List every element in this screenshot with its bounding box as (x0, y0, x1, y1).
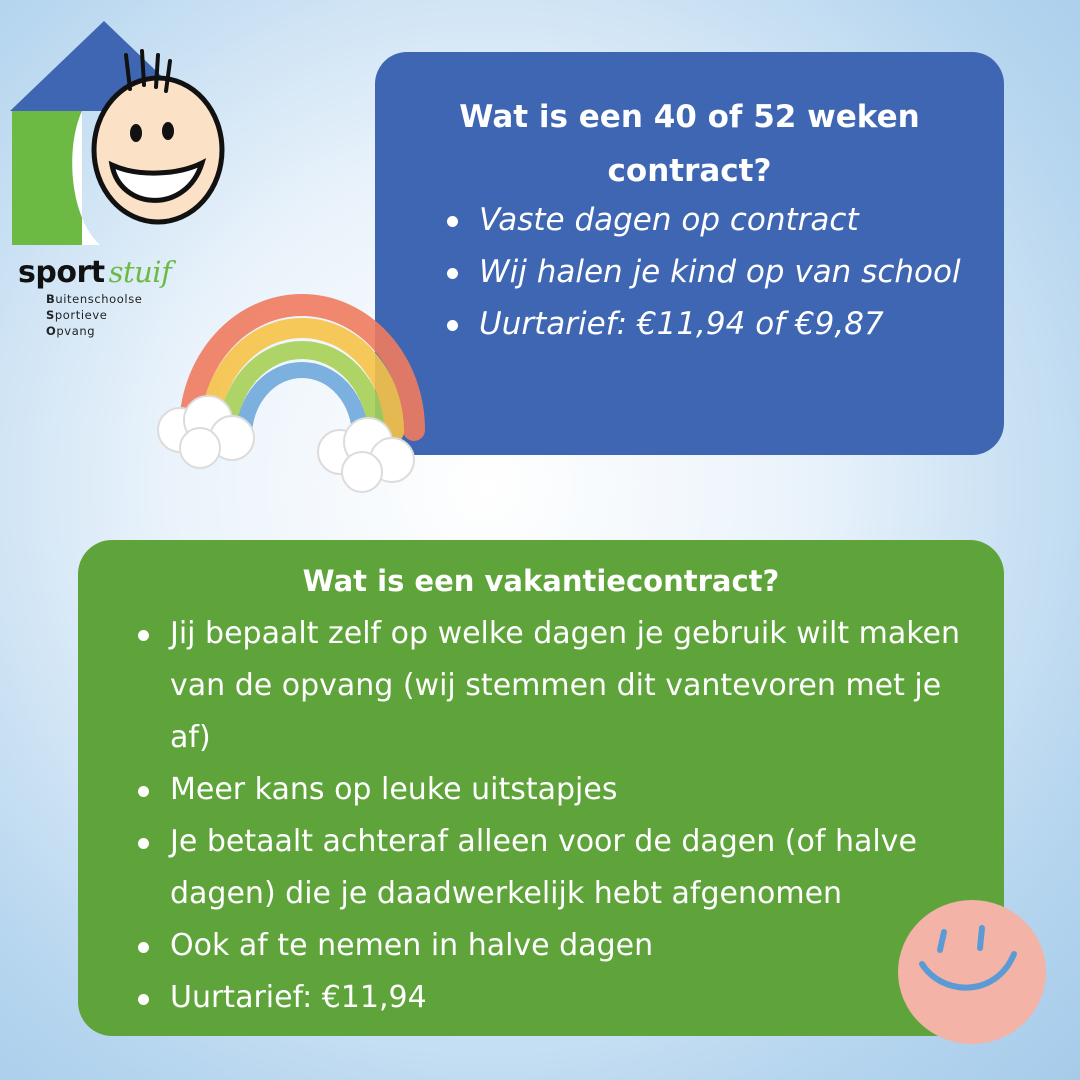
list-item: Uurtarief: €11,94 of €9,87 (447, 298, 961, 350)
rainbow-icon (150, 280, 450, 510)
contract-info-card (375, 52, 1004, 455)
list-item: Jij bepaalt zelf op welke dagen je gebruik wilt maken van de opvang (wij stemmen dit vantevoren met je af) (138, 608, 968, 764)
contract-bullet-list (447, 194, 961, 350)
list-item: Meer kans op leuke uitstapjes (138, 764, 968, 816)
list-item: Wij halen je kind op van school (447, 246, 961, 298)
list-item: Uurtarief: €11,94 (138, 972, 968, 1024)
smiley-icon (896, 898, 1048, 1046)
list-item: Vaste dagen op contract (447, 194, 961, 246)
logo-house-icon (8, 15, 228, 255)
logo-subtitle: Buitenschoolse Sportieve Opvang (46, 292, 143, 338)
vakantie-card-title: Wat is een vakantiecontract? (302, 564, 780, 598)
list-item: Je betaalt achteraf alleen voor de dagen (of halve dagen) die je daadwerkelijk hebt afgenomen (138, 816, 968, 920)
list-item: Ook af te nemen in halve dagen (138, 920, 968, 972)
logo-wordmark: sport stuif (18, 255, 172, 290)
vakantie-bullet-list (138, 608, 968, 1024)
contract-card-title: Wat is een 40 of 52 weken contract? (459, 99, 920, 189)
vakantiecontract-info-card (78, 540, 1004, 1036)
